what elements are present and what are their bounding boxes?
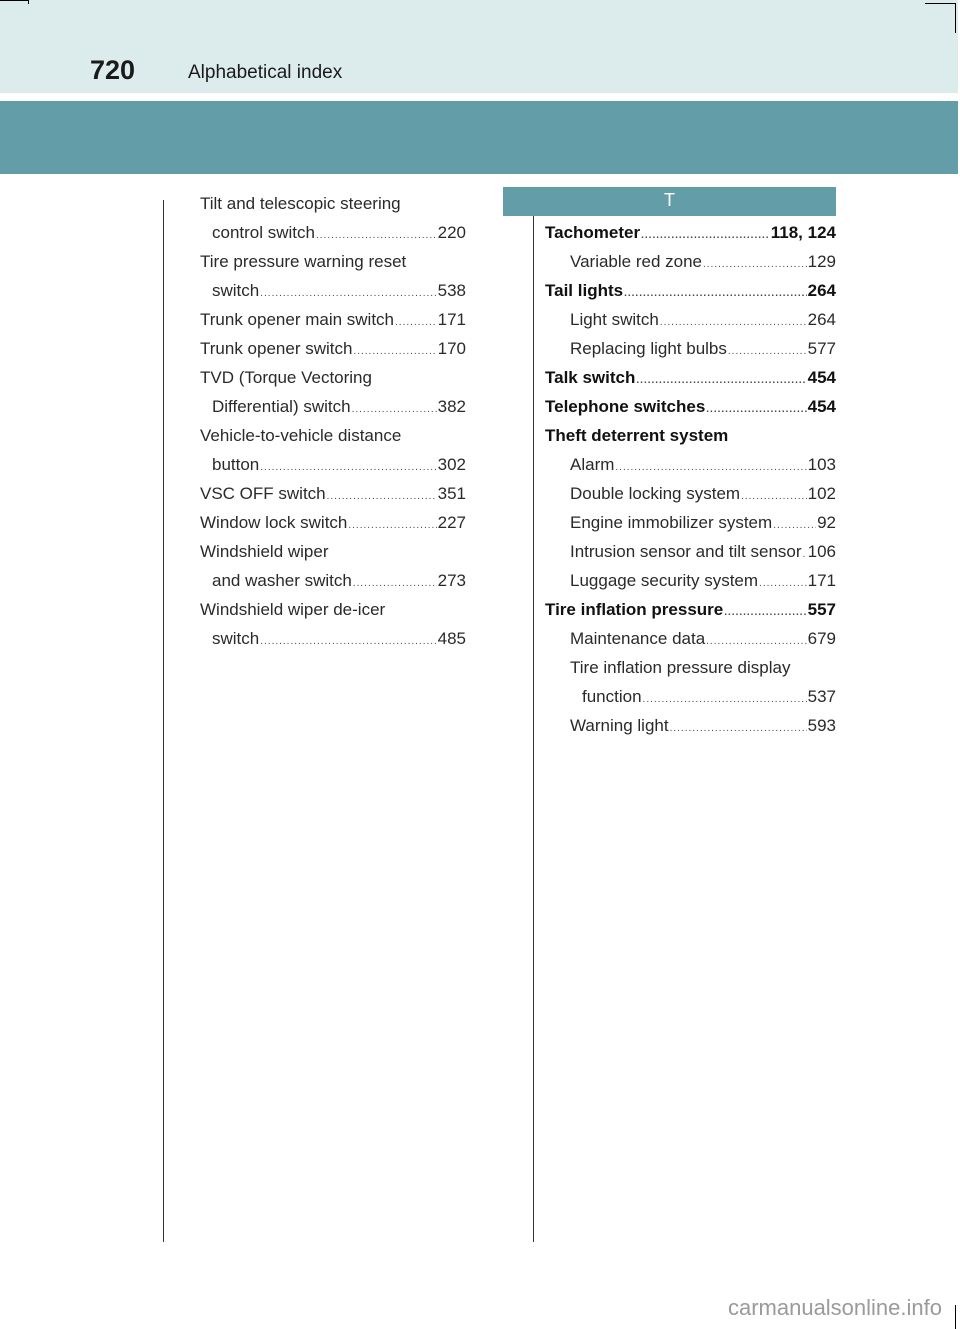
entry-label: Light switch — [570, 310, 659, 329]
index-entry[interactable] — [545, 363, 836, 392]
index-entry[interactable] — [212, 624, 466, 653]
entry-label: Alarm — [570, 455, 615, 474]
index-entry[interactable] — [570, 566, 836, 595]
entry-label: Theft deterrent system — [545, 426, 729, 445]
index-entry[interactable] — [200, 363, 466, 392]
index-entry[interactable] — [570, 334, 836, 363]
entry-page: 382 — [437, 397, 466, 416]
entry-label: Tire pressure warning reset — [200, 252, 407, 271]
entry-label: Luggage security system — [570, 571, 759, 590]
index-entry[interactable] — [200, 305, 466, 334]
leader-dots — [353, 337, 436, 366]
leader-dots — [641, 221, 770, 250]
index-entry[interactable] — [200, 247, 466, 276]
index-entry[interactable] — [212, 450, 466, 479]
index-entry[interactable] — [570, 624, 836, 653]
entry-page: 454 — [807, 397, 836, 416]
entry-label: Intrusion sensor and tilt sensor — [570, 542, 802, 561]
leader-dots — [636, 366, 806, 395]
leader-dots — [703, 250, 807, 279]
section-letter-tab: T — [503, 187, 836, 216]
entry-label: Tachometer — [545, 223, 641, 242]
entry-label: button — [212, 455, 260, 474]
entry-page: 679 — [807, 629, 836, 648]
leader-dots — [643, 685, 807, 714]
index-entry[interactable] — [545, 392, 836, 421]
entry-label: Tire inflation pressure — [545, 600, 724, 619]
leader-dots — [624, 279, 807, 308]
entry-label: Tilt and telescopic steering — [200, 194, 401, 213]
index-entry[interactable] — [570, 711, 836, 740]
leader-dots — [773, 511, 816, 540]
entry-page: 593 — [807, 716, 836, 735]
index-entry[interactable] — [570, 653, 836, 682]
entry-label: Engine immobilizer system — [570, 513, 773, 532]
index-entry[interactable] — [212, 218, 466, 247]
index-entry[interactable] — [545, 421, 836, 450]
entry-label: Variable red zone — [570, 252, 702, 271]
index-entry[interactable] — [212, 392, 466, 421]
entry-page: 171 — [807, 571, 836, 590]
index-entry[interactable] — [212, 276, 466, 305]
leader-dots — [327, 482, 437, 511]
entry-label: Windshield wiper — [200, 542, 329, 561]
leader-dots — [670, 714, 807, 743]
entry-label: Warning light — [570, 716, 669, 735]
entry-page: 102 — [807, 484, 836, 503]
index-entry[interactable] — [200, 421, 466, 450]
entry-page: 537 — [807, 687, 836, 706]
entry-label: Double locking system — [570, 484, 741, 503]
index-entry[interactable] — [545, 218, 836, 247]
entry-page: 170 — [437, 339, 466, 358]
index-entry[interactable] — [545, 276, 836, 305]
entry-page: 118, 124 — [770, 223, 836, 242]
index-entry[interactable] — [582, 682, 836, 711]
entry-label: function — [582, 687, 642, 706]
entry-label: switch — [212, 629, 260, 648]
entry-label: Tire inflation pressure display — [570, 658, 791, 677]
entry-label: and washer switch — [212, 571, 352, 590]
entry-label: Window lock switch — [200, 513, 348, 532]
entry-page: 129 — [807, 252, 836, 271]
entry-label: Vehicle-to-vehicle distance — [200, 426, 402, 445]
leader-dots — [803, 540, 807, 569]
crop-mark — [955, 1305, 956, 1329]
leader-dots — [615, 453, 806, 482]
index-entry[interactable] — [570, 305, 836, 334]
leader-dots — [316, 221, 437, 250]
index-entry[interactable] — [570, 450, 836, 479]
index-entry[interactable] — [200, 537, 466, 566]
leader-dots — [260, 453, 436, 482]
index-entry[interactable] — [200, 479, 466, 508]
entry-label: switch — [212, 281, 260, 300]
entry-label: Replacing light bulbs — [570, 339, 727, 358]
index-entry[interactable] — [212, 566, 466, 595]
index-entry[interactable] — [200, 595, 466, 624]
entry-page: 92 — [817, 513, 836, 532]
entry-label: Trunk opener main switch — [200, 310, 395, 329]
page-title: Alphabetical index — [188, 62, 343, 83]
entry-page: 106 — [807, 542, 836, 561]
entry-label: Telephone switches — [545, 397, 706, 416]
entry-page: 454 — [807, 368, 836, 387]
crop-mark — [925, 3, 955, 4]
entry-label: Tail lights — [545, 281, 624, 300]
index-entry[interactable] — [570, 537, 836, 566]
index-entry[interactable] — [200, 189, 466, 218]
index-entry[interactable] — [200, 334, 466, 363]
entry-label: Differential) switch — [212, 397, 351, 416]
entry-label: control switch — [212, 223, 315, 242]
crop-mark — [955, 3, 956, 33]
footer-watermark: carmanualsonline.info — [727, 1295, 942, 1320]
entry-page: 351 — [437, 484, 466, 503]
entry-page: 557 — [807, 600, 836, 619]
entry-page: 538 — [437, 281, 466, 300]
entry-page: 264 — [807, 281, 836, 300]
leader-dots — [706, 627, 806, 656]
leader-dots — [728, 337, 807, 366]
column-rule — [163, 200, 164, 1242]
leader-dots — [352, 395, 437, 424]
header-band — [0, 101, 958, 174]
entry-page: 273 — [437, 571, 466, 590]
entry-label: TVD (Torque Vectoring — [200, 368, 372, 387]
leader-dots — [348, 511, 436, 540]
entry-label: Talk switch — [545, 368, 636, 387]
leader-dots — [395, 308, 437, 337]
leader-dots — [660, 308, 807, 337]
index-entry[interactable] — [570, 479, 836, 508]
entry-page: 264 — [807, 310, 836, 329]
entry-label: Maintenance data — [570, 629, 706, 648]
crop-mark — [0, 0, 28, 1]
leader-dots — [724, 598, 806, 627]
leader-dots — [260, 279, 436, 308]
entry-label: Windshield wiper de-icer — [200, 600, 386, 619]
entry-page: 220 — [437, 223, 466, 242]
leader-dots — [353, 569, 437, 598]
page-header — [0, 0, 958, 93]
entry-label: VSC OFF switch — [200, 484, 326, 503]
index-entry[interactable] — [545, 595, 836, 624]
index-entry[interactable] — [570, 508, 836, 537]
leader-dots — [260, 627, 436, 656]
entry-page: 103 — [807, 455, 836, 474]
entry-label: Trunk opener switch — [200, 339, 353, 358]
entry-page: 577 — [807, 339, 836, 358]
leader-dots — [759, 569, 807, 598]
entry-page: 485 — [437, 629, 466, 648]
index-entry[interactable] — [570, 247, 836, 276]
index-entry[interactable] — [200, 508, 466, 537]
entry-page: 171 — [437, 310, 466, 329]
column-rule — [533, 216, 534, 1242]
leader-dots — [741, 482, 807, 511]
entry-page: 227 — [437, 513, 466, 532]
leader-dots — [706, 395, 806, 424]
crop-mark — [28, 0, 29, 4]
entry-page: 302 — [437, 455, 466, 474]
page-number: 720 — [90, 55, 136, 85]
